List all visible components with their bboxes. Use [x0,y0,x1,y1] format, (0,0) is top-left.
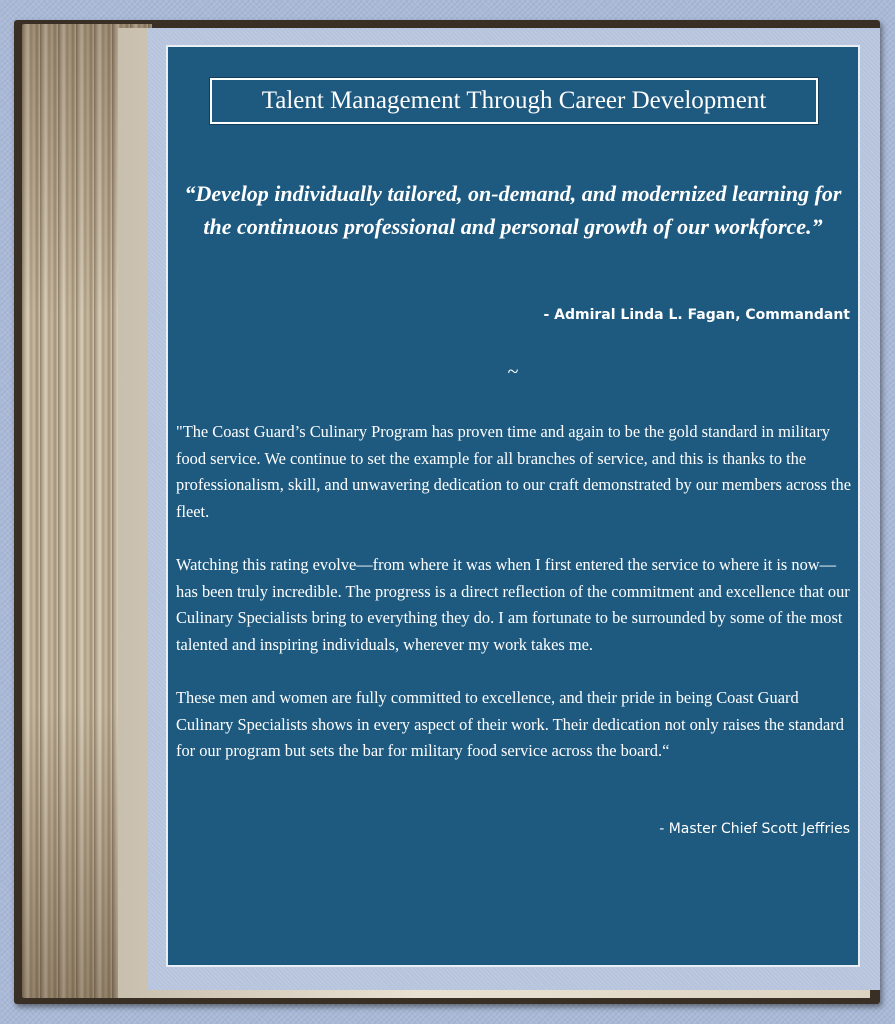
commandant-quote: “Develop individually tailored, on-demand, and modernized learning for the continuous professional and personal growth of our workforce.” [184,181,842,239]
body-paragraph: "The Coast Guard’s Culinary Program has proven time and again to be the gold standard in military food service. We continue to set the example for all branches of service, and this is thanks to the professionalism, skill, and unwavering dedication to our craft demonstrated by our members across the fleet. [176,422,852,521]
quote-attribution: - Admiral Linda L. Fagan, Commandant [543,307,850,323]
body-quote [176,419,852,765]
body-paragraph: Watching this rating evolve—from where it was when I first entered the service to where it is now—has been truly incredible. The progress is a direct reflection of the commitment and excellence that our Culinary Specialists bring to everything they do. I am fortunate to be surrounded by some of the most talented and inspiring individuals, wherever my work takes me. [176,554,850,654]
page-title: Talent Management Through Career Development [210,78,818,124]
section-separator: ~ [507,361,519,383]
body-attribution: - Master Chief Scott Jeffries [659,821,850,837]
content-panel [166,45,860,967]
body-paragraph: These men and women are fully committed to excellence, and their pride in being Coast Guard Culinary Specialists shows in every aspect of their work. Their dedication not only raises the standard for our program but sets the bar for military food service across the board.“ [176,687,844,761]
